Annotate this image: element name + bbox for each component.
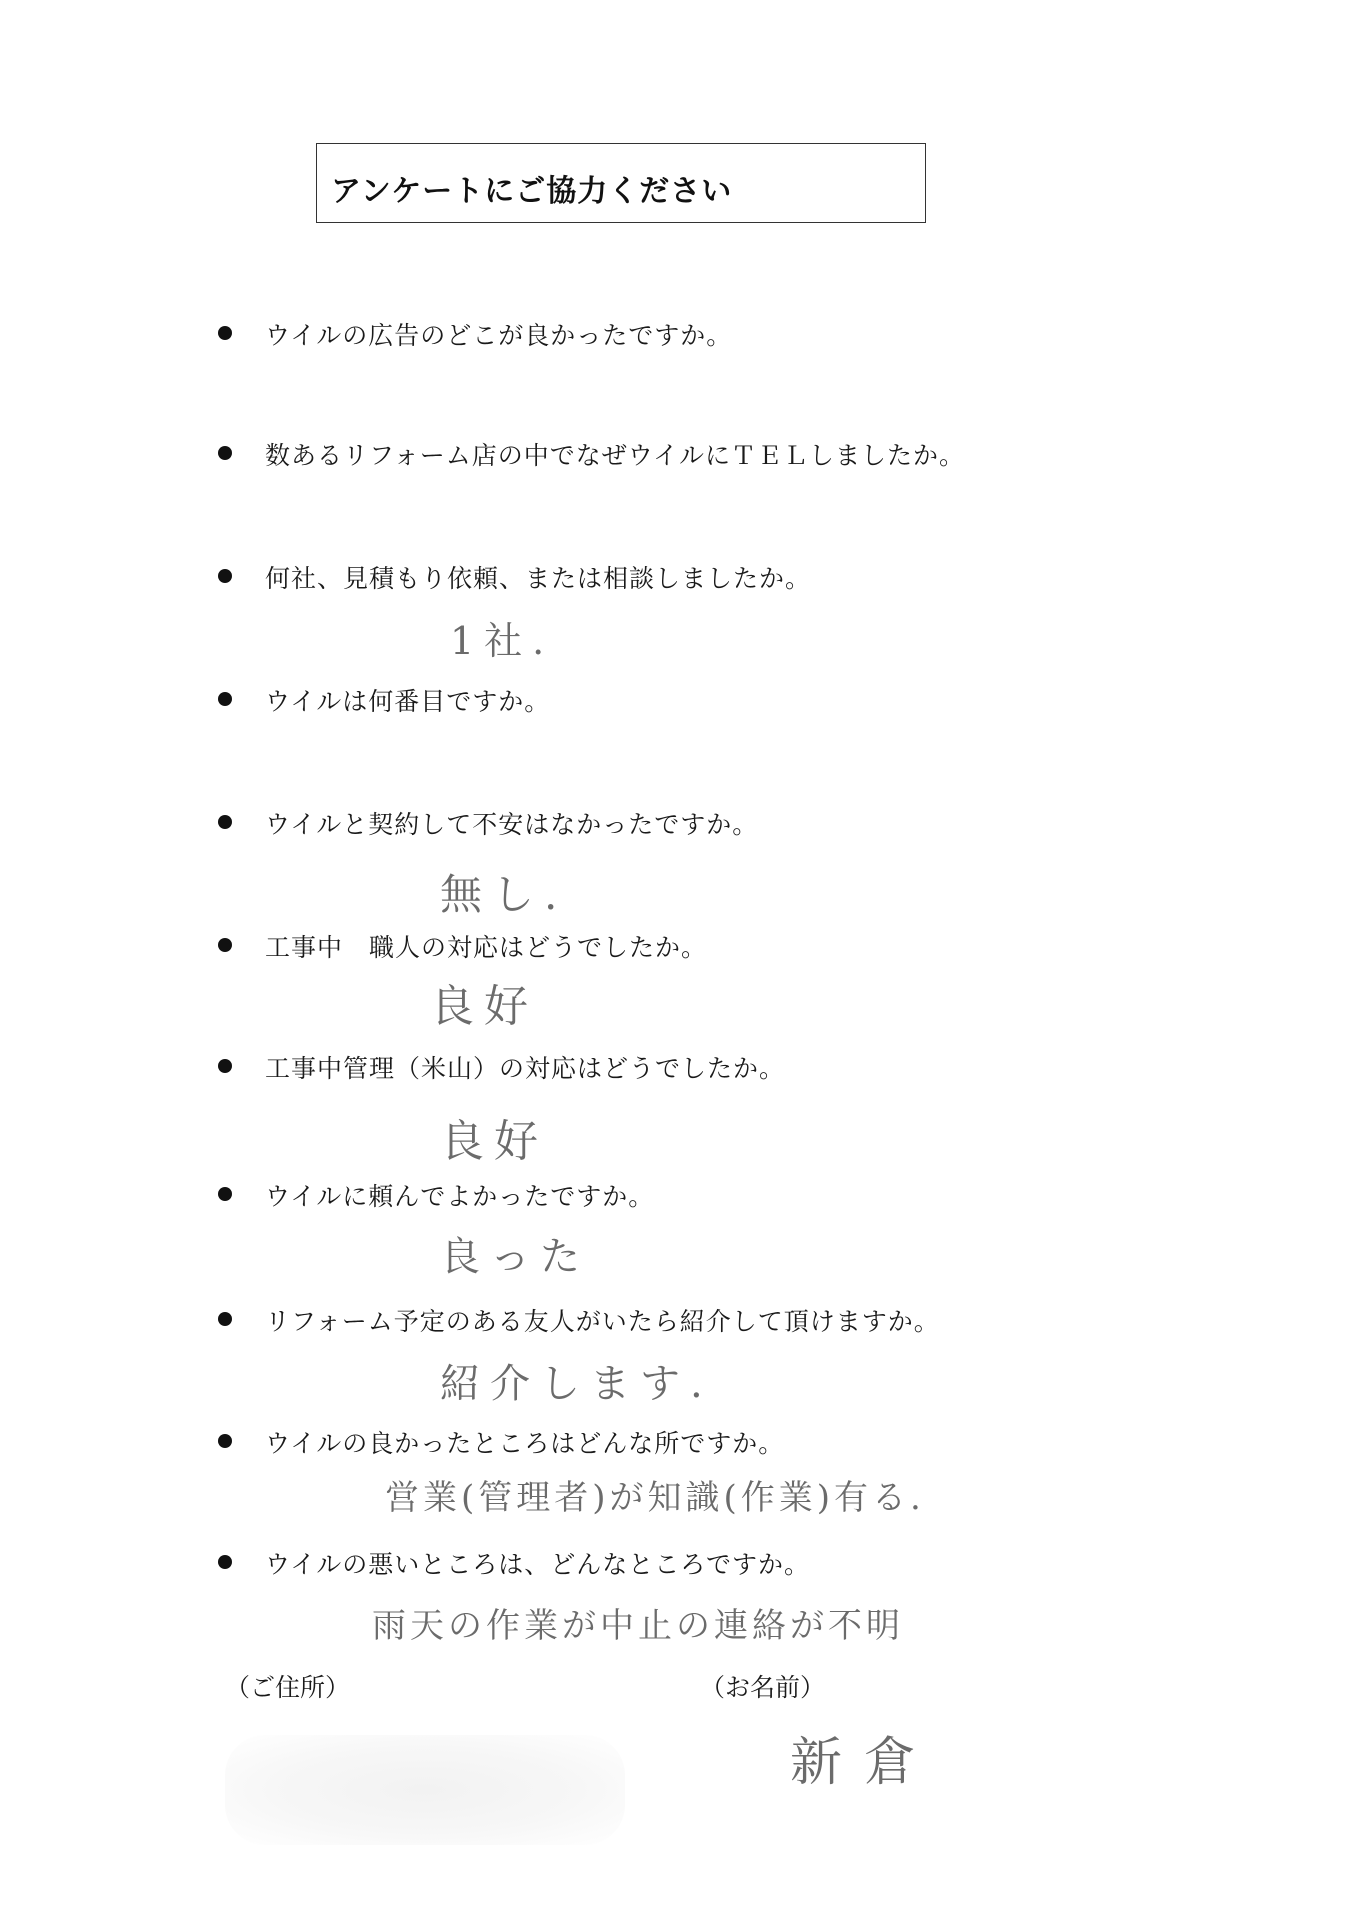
question-item [0, 1047, 1357, 1087]
question-item [0, 1422, 1357, 1462]
question-text: 工事中管理（米山）の対応はどうでしたか。 [265, 1054, 786, 1083]
page-title: アンケートにご協力ください [331, 174, 733, 209]
question-item [0, 926, 1357, 966]
bullet-icon [218, 326, 232, 340]
question-item [0, 1300, 1357, 1340]
bullet-icon [218, 1312, 232, 1326]
title-box [316, 143, 926, 223]
handwritten-answer: 無し. [440, 870, 568, 919]
handwritten-answer: 良好 [430, 981, 538, 1032]
handwritten-answer: 紹介します. [440, 1361, 713, 1407]
bullet-icon [218, 569, 232, 583]
handwritten-answer: 良った [440, 1234, 590, 1280]
question-item [0, 1543, 1357, 1583]
address-redacted-area [225, 1735, 625, 1845]
handwritten-name: 新倉 [790, 1733, 939, 1793]
question-text: 数あるリフォーム店の中でなぜウイルにＴＥＬしましたか。 [265, 441, 966, 470]
bullet-icon [218, 692, 232, 706]
question-text: ウイルに頼んでよかったですか。 [265, 1182, 655, 1211]
bullet-icon [218, 446, 232, 460]
question-text: ウイルと契約して不安はなかったですか。 [265, 810, 759, 839]
question-text: ウイルの悪いところは、どんなところですか。 [265, 1550, 811, 1579]
question-item [0, 557, 1357, 597]
handwritten-answer: 1社. [450, 619, 555, 663]
bullet-icon [218, 1187, 232, 1201]
name-label: （お名前） [700, 1673, 826, 1702]
bullet-icon [218, 1059, 232, 1073]
question-item [0, 680, 1357, 720]
handwritten-answer: 良好 [440, 1116, 548, 1167]
bullet-icon [218, 1555, 232, 1569]
question-text: ウイルの広告のどこが良かったですか。 [265, 321, 733, 350]
question-text: ウイルの良かったところはどんな所ですか。 [265, 1429, 785, 1458]
address-label: （ご住所） [225, 1673, 351, 1702]
question-text: 何社、見積もり依頼、または相談しましたか。 [265, 564, 812, 593]
question-text: リフォーム予定のある友人がいたら紹介して頂けますか。 [265, 1307, 940, 1336]
bullet-icon [218, 938, 232, 952]
handwritten-answer: 雨天の作業が中止の連絡が不明 [372, 1606, 904, 1646]
question-item [0, 803, 1357, 843]
question-text: ウイルは何番目ですか。 [265, 687, 551, 716]
question-item [0, 434, 1357, 474]
handwritten-answer: 営業(管理者)が知識(作業)有る. [385, 1478, 925, 1518]
question-item [0, 314, 1357, 354]
bullet-icon [218, 1434, 232, 1448]
question-item [0, 1175, 1357, 1215]
bullet-icon [218, 815, 232, 829]
question-text: 工事中 職人の対応はどうでしたか。 [265, 933, 708, 962]
